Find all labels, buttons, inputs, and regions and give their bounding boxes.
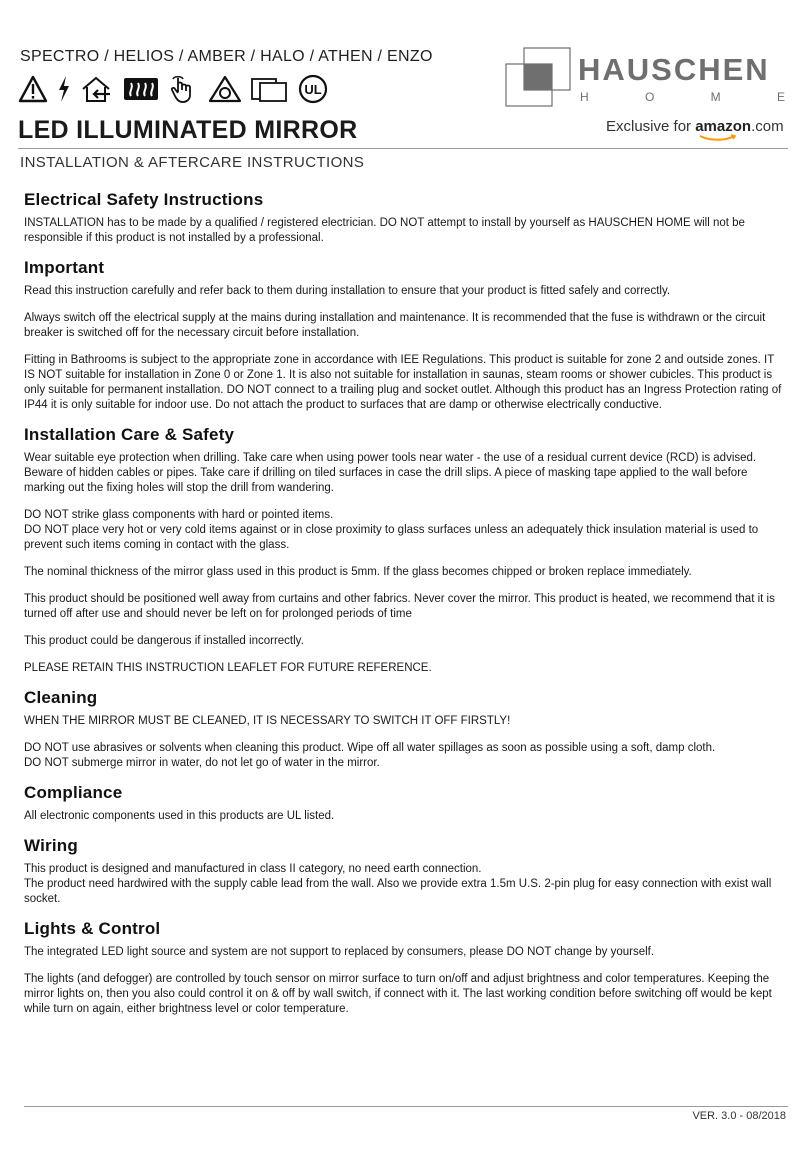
paragraph: All electronic components used in this products are UL listed. [24,810,335,822]
section-cleaning [24,688,784,771]
paragraph: Fitting in Bathrooms is subject to the appropriate zone in accordance with IEE Regulations. This product is suitable for zone 2 and outside zones. IT IS NOT suitable for installation in Zone 0 or Zone 1. It is also not suitable for installation in saunas, steam rooms or shower cubicles. This product is only suitable for permanent installation. DO NOT connect to a trailing plug and socket outlet. Although this product has an Ingress Protection rating of IP44 it is only suitable for indoor use. Do not attach the product to surfaces that are damp or otherwise electrically conductive. [24,354,782,411]
section-heading: Cleaning [24,688,98,707]
hauschen-logo-mark [500,44,580,114]
defogger-heat-icon [122,75,160,103]
brand-letter: H [580,90,590,104]
warning-icon [18,75,48,103]
page-header [0,0,808,180]
section-electrical-safety [24,190,784,246]
paragraph: This product is designed and manufactured in class II category, no need earth connection. The product need hardwired with the supply cable lead from the wall. Also we provide extra 1.5m U.S. 2-pin plug for easy connection with exist wall socket. [24,863,772,905]
section-wiring [24,836,784,907]
section-heading: Wiring [24,836,78,855]
version-label: VER. 3.0 - 08/2018 [692,1110,786,1122]
paragraph: This product could be dangerous if installed incorrectly. [24,635,304,647]
paragraph: This product should be positioned well away from curtains and other fabrics. Never cover the mirror. This product is heated, we recommend that it is turned off after use and should never be left on for prolonged periods of time [24,593,775,620]
paragraph: DO NOT strike glass components with hard or pointed items. DO NOT place very hot or very cold items against or in close proximity to glass surfaces unless an adequately thick insulation material is used to prevent such items coming in contact with the glass. [24,509,759,551]
brand-letter: M [710,90,722,104]
paragraph: The nominal thickness of the mirror glass used in this product is 5mm. If the glass becomes chipped or broken replace immediately. [24,566,692,578]
paragraph: PLEASE RETAIN THIS INSTRUCTION LEAFLET FOR FUTURE REFERENCE. [24,662,432,674]
brand-subtitle [580,90,786,104]
paragraph: DO NOT use abrasives or solvents when cleaning this product. Wipe off all water spillages as soon as possible using a soft, damp cloth. DO NOT submerge mirror in water, do not let go of water in the mirror. [24,742,716,769]
svg-text:UL: UL [304,82,322,97]
section-important [24,258,784,413]
paragraph: Wear suitable eye protection when drilling. Take care when using power tools near water - the use of a residual current device (RCD) is advised. Beware of hidden cables or pipes. Take care if drilling on tiled surfaces in case the drill slips. A piece of masking tape applied to the wall before marking out the fixing holes will stop the drill from wandering. [24,452,757,494]
title-divider [18,148,788,149]
amazon-exclusive [606,118,784,135]
document-subtitle: INSTALLATION & AFTERCARE INSTRUCTIONS [20,154,365,171]
ul-listed-icon [298,74,328,104]
symbol-row [18,74,328,104]
touch-hand-icon [168,74,200,104]
section-lights-control [24,919,784,1017]
model-list: SPECTRO / HELIOS / AMBER / HALO / ATHEN / ENZO [20,48,433,65]
paragraph: Always switch off the electrical supply at the mains during installation and maintenance. It is recommended that the fuse is withdrawn or the circuit breaker is switched off for the necessary circuit before installation. [24,312,766,339]
paragraph: Read this instruction carefully and refer back to them during installation to ensure that your product is fitted safely and correctly. [24,285,671,297]
document-title: LED ILLUMINATED MIRROR [18,116,358,144]
footer-divider [24,1106,788,1107]
electric-shock-icon [56,75,72,103]
section-heading: Compliance [24,783,123,802]
brand-name: HAUSCHEN [578,52,770,87]
section-heading: Installation Care & Safety [24,425,235,444]
section-heading: Electrical Safety Instructions [24,190,264,209]
brand-letter: E [776,90,786,104]
section-heading: Lights & Control [24,919,161,938]
amazon-smile-icon [698,134,738,142]
paragraph: WHEN THE MIRROR MUST BE CLEANED, IT IS NECESSARY TO SWITCH IT OFF FIRSTLY! [24,715,511,727]
house-exit-icon [80,75,114,103]
paragraph: The integrated LED light source and system are not support to replaced by consumers, please DO NOT change by yourself. [24,946,655,958]
led-triangle-icon [208,75,242,103]
document-body [24,190,784,1029]
section-compliance [24,783,784,824]
paragraph: INSTALLATION has to be made by a qualified / registered electrician. DO NOT attempt to install by yourself as HAUSCHEN HOME will not be responsible if this product is not installed by a professional. [24,217,745,244]
section-installation-care [24,425,784,676]
mirror-frame-icon [250,75,290,103]
exclusive-label: Exclusive for [606,118,692,135]
amazon-wordmark: amazon [695,118,752,135]
amazon-tld: .com [751,118,784,135]
brand-letter: O [644,90,656,104]
paragraph: The lights (and defogger) are controlled by touch sensor on mirror surface to turn on/off and adjust brightness and color temperatures. Keeping the mirror lights on, then you also could control it on & off by wall switch, if connect with it. The last working condition before switching off would be kept while turn on again, either brightness level or color temperature. [24,973,772,1015]
section-heading: Important [24,258,105,277]
